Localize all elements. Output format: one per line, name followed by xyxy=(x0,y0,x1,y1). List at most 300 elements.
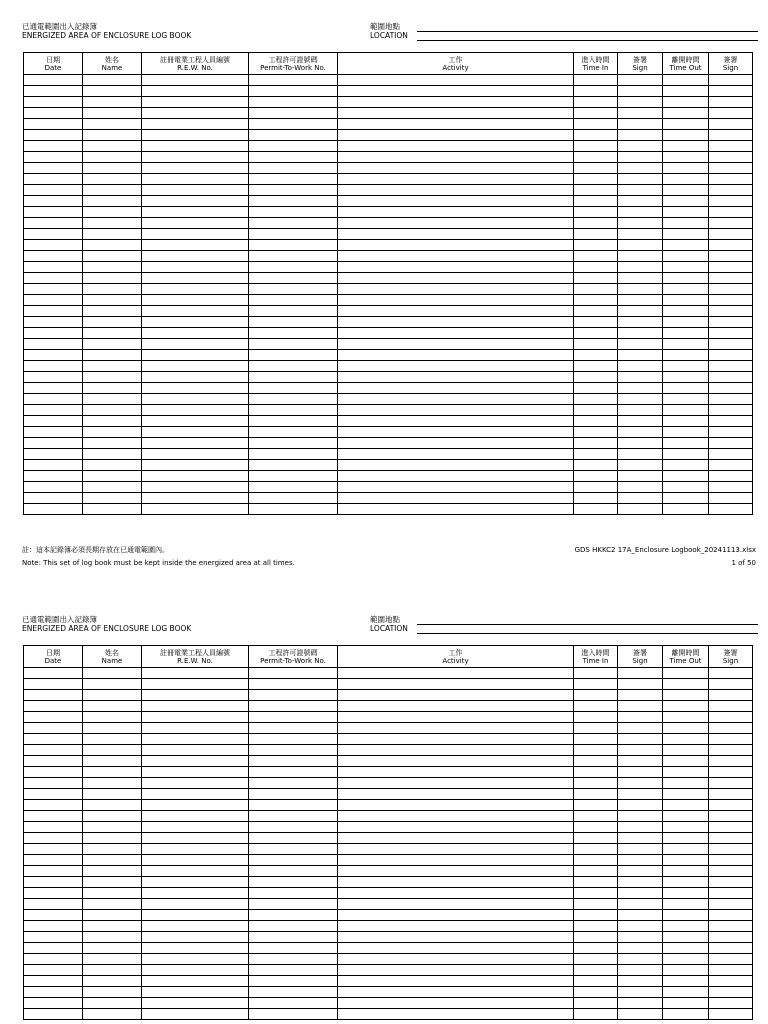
log-cell[interactable] xyxy=(663,295,709,306)
log-cell[interactable] xyxy=(663,1009,709,1020)
log-cell[interactable] xyxy=(709,833,753,844)
log-cell[interactable] xyxy=(249,97,338,108)
log-cell[interactable] xyxy=(249,866,338,877)
log-cell[interactable] xyxy=(142,251,249,262)
log-cell[interactable] xyxy=(338,119,574,130)
log-cell[interactable] xyxy=(709,899,753,910)
log-cell[interactable] xyxy=(249,899,338,910)
log-cell[interactable] xyxy=(83,921,142,932)
log-cell[interactable] xyxy=(24,734,83,745)
log-cell[interactable] xyxy=(663,789,709,800)
log-cell[interactable] xyxy=(709,394,753,405)
log-cell[interactable] xyxy=(618,174,663,185)
log-cell[interactable] xyxy=(709,75,753,86)
log-cell[interactable] xyxy=(83,690,142,701)
log-cell[interactable] xyxy=(83,899,142,910)
log-cell[interactable] xyxy=(618,218,663,229)
log-cell[interactable] xyxy=(24,910,83,921)
log-cell[interactable] xyxy=(663,778,709,789)
log-cell[interactable] xyxy=(574,932,618,943)
log-cell[interactable] xyxy=(83,196,142,207)
log-cell[interactable] xyxy=(249,712,338,723)
log-cell[interactable] xyxy=(249,449,338,460)
log-cell[interactable] xyxy=(24,339,83,350)
log-cell[interactable] xyxy=(142,954,249,965)
log-cell[interactable] xyxy=(338,317,574,328)
log-cell[interactable] xyxy=(83,679,142,690)
log-cell[interactable] xyxy=(249,504,338,515)
log-cell[interactable] xyxy=(24,405,83,416)
log-cell[interactable] xyxy=(249,350,338,361)
log-cell[interactable] xyxy=(338,987,574,998)
log-cell[interactable] xyxy=(338,844,574,855)
log-cell[interactable] xyxy=(338,756,574,767)
log-cell[interactable] xyxy=(338,174,574,185)
log-cell[interactable] xyxy=(249,119,338,130)
log-cell[interactable] xyxy=(142,108,249,119)
log-cell[interactable] xyxy=(663,306,709,317)
log-cell[interactable] xyxy=(663,723,709,734)
log-cell[interactable] xyxy=(574,317,618,328)
location-line-1[interactable] xyxy=(417,31,758,32)
log-cell[interactable] xyxy=(142,218,249,229)
log-cell[interactable] xyxy=(249,833,338,844)
log-cell[interactable] xyxy=(709,86,753,97)
log-cell[interactable] xyxy=(249,108,338,119)
log-cell[interactable] xyxy=(24,866,83,877)
log-cell[interactable] xyxy=(338,504,574,515)
log-cell[interactable] xyxy=(709,152,753,163)
log-cell[interactable] xyxy=(663,383,709,394)
log-cell[interactable] xyxy=(249,811,338,822)
log-cell[interactable] xyxy=(142,668,249,679)
log-cell[interactable] xyxy=(249,471,338,482)
log-cell[interactable] xyxy=(142,97,249,108)
log-cell[interactable] xyxy=(709,460,753,471)
log-cell[interactable] xyxy=(142,811,249,822)
log-cell[interactable] xyxy=(574,97,618,108)
log-cell[interactable] xyxy=(663,207,709,218)
log-cell[interactable] xyxy=(24,844,83,855)
log-cell[interactable] xyxy=(249,317,338,328)
log-cell[interactable] xyxy=(618,745,663,756)
log-cell[interactable] xyxy=(338,1009,574,1020)
log-cell[interactable] xyxy=(142,767,249,778)
log-cell[interactable] xyxy=(142,361,249,372)
log-cell[interactable] xyxy=(709,998,753,1009)
log-cell[interactable] xyxy=(249,284,338,295)
log-cell[interactable] xyxy=(83,262,142,273)
log-cell[interactable] xyxy=(663,416,709,427)
log-cell[interactable] xyxy=(142,471,249,482)
log-cell[interactable] xyxy=(338,383,574,394)
log-cell[interactable] xyxy=(24,317,83,328)
log-cell[interactable] xyxy=(338,361,574,372)
log-cell[interactable] xyxy=(574,306,618,317)
log-cell[interactable] xyxy=(24,207,83,218)
log-cell[interactable] xyxy=(574,690,618,701)
log-cell[interactable] xyxy=(338,218,574,229)
log-cell[interactable] xyxy=(338,229,574,240)
log-cell[interactable] xyxy=(574,712,618,723)
log-cell[interactable] xyxy=(249,86,338,97)
log-cell[interactable] xyxy=(83,295,142,306)
log-cell[interactable] xyxy=(663,141,709,152)
log-cell[interactable] xyxy=(24,86,83,97)
log-cell[interactable] xyxy=(663,97,709,108)
log-cell[interactable] xyxy=(249,416,338,427)
log-cell[interactable] xyxy=(663,877,709,888)
log-cell[interactable] xyxy=(24,789,83,800)
log-cell[interactable] xyxy=(249,460,338,471)
log-cell[interactable] xyxy=(338,284,574,295)
log-cell[interactable] xyxy=(618,811,663,822)
log-cell[interactable] xyxy=(83,866,142,877)
log-cell[interactable] xyxy=(574,888,618,899)
log-cell[interactable] xyxy=(574,86,618,97)
log-cell[interactable] xyxy=(83,163,142,174)
log-cell[interactable] xyxy=(574,778,618,789)
log-cell[interactable] xyxy=(709,416,753,427)
log-cell[interactable] xyxy=(618,163,663,174)
log-cell[interactable] xyxy=(24,372,83,383)
log-cell[interactable] xyxy=(709,372,753,383)
log-cell[interactable] xyxy=(618,855,663,866)
log-cell[interactable] xyxy=(249,295,338,306)
log-cell[interactable] xyxy=(83,855,142,866)
log-cell[interactable] xyxy=(618,273,663,284)
log-cell[interactable] xyxy=(249,196,338,207)
log-cell[interactable] xyxy=(24,921,83,932)
log-cell[interactable] xyxy=(24,196,83,207)
log-cell[interactable] xyxy=(83,833,142,844)
log-cell[interactable] xyxy=(709,449,753,460)
log-cell[interactable] xyxy=(663,218,709,229)
log-cell[interactable] xyxy=(618,405,663,416)
log-cell[interactable] xyxy=(338,86,574,97)
log-cell[interactable] xyxy=(83,701,142,712)
log-cell[interactable] xyxy=(618,383,663,394)
log-cell[interactable] xyxy=(24,449,83,460)
log-cell[interactable] xyxy=(338,877,574,888)
log-cell[interactable] xyxy=(618,493,663,504)
log-cell[interactable] xyxy=(83,460,142,471)
log-cell[interactable] xyxy=(663,899,709,910)
log-cell[interactable] xyxy=(709,987,753,998)
log-cell[interactable] xyxy=(142,152,249,163)
log-cell[interactable] xyxy=(24,976,83,987)
log-cell[interactable] xyxy=(709,196,753,207)
log-cell[interactable] xyxy=(83,361,142,372)
log-cell[interactable] xyxy=(618,921,663,932)
log-cell[interactable] xyxy=(24,97,83,108)
log-cell[interactable] xyxy=(338,745,574,756)
log-cell[interactable] xyxy=(663,833,709,844)
log-cell[interactable] xyxy=(142,899,249,910)
log-cell[interactable] xyxy=(574,921,618,932)
log-cell[interactable] xyxy=(249,701,338,712)
log-cell[interactable] xyxy=(618,877,663,888)
log-cell[interactable] xyxy=(249,679,338,690)
log-cell[interactable] xyxy=(709,207,753,218)
log-cell[interactable] xyxy=(618,427,663,438)
log-cell[interactable] xyxy=(142,910,249,921)
log-cell[interactable] xyxy=(663,690,709,701)
log-cell[interactable] xyxy=(574,295,618,306)
log-cell[interactable] xyxy=(249,141,338,152)
log-cell[interactable] xyxy=(338,833,574,844)
log-cell[interactable] xyxy=(618,932,663,943)
log-cell[interactable] xyxy=(338,471,574,482)
log-cell[interactable] xyxy=(142,394,249,405)
log-cell[interactable] xyxy=(142,701,249,712)
log-cell[interactable] xyxy=(709,251,753,262)
log-cell[interactable] xyxy=(663,855,709,866)
log-cell[interactable] xyxy=(142,844,249,855)
log-cell[interactable] xyxy=(338,207,574,218)
log-cell[interactable] xyxy=(709,800,753,811)
log-cell[interactable] xyxy=(574,866,618,877)
log-cell[interactable] xyxy=(618,394,663,405)
log-cell[interactable] xyxy=(83,723,142,734)
log-cell[interactable] xyxy=(249,361,338,372)
log-cell[interactable] xyxy=(338,438,574,449)
log-cell[interactable] xyxy=(663,460,709,471)
log-cell[interactable] xyxy=(574,833,618,844)
log-cell[interactable] xyxy=(249,493,338,504)
log-cell[interactable] xyxy=(663,976,709,987)
log-cell[interactable] xyxy=(618,339,663,350)
log-cell[interactable] xyxy=(618,284,663,295)
log-cell[interactable] xyxy=(709,789,753,800)
log-cell[interactable] xyxy=(709,668,753,679)
log-cell[interactable] xyxy=(618,756,663,767)
log-cell[interactable] xyxy=(663,745,709,756)
log-cell[interactable] xyxy=(24,108,83,119)
log-cell[interactable] xyxy=(142,306,249,317)
log-cell[interactable] xyxy=(24,262,83,273)
log-cell[interactable] xyxy=(618,910,663,921)
log-cell[interactable] xyxy=(142,1009,249,1020)
log-cell[interactable] xyxy=(709,679,753,690)
log-cell[interactable] xyxy=(338,493,574,504)
log-cell[interactable] xyxy=(338,701,574,712)
log-cell[interactable] xyxy=(709,262,753,273)
log-cell[interactable] xyxy=(663,152,709,163)
log-cell[interactable] xyxy=(574,141,618,152)
log-cell[interactable] xyxy=(574,130,618,141)
log-cell[interactable] xyxy=(142,75,249,86)
log-cell[interactable] xyxy=(24,712,83,723)
log-cell[interactable] xyxy=(709,339,753,350)
log-cell[interactable] xyxy=(83,317,142,328)
log-cell[interactable] xyxy=(338,910,574,921)
log-cell[interactable] xyxy=(618,833,663,844)
log-cell[interactable] xyxy=(249,976,338,987)
log-cell[interactable] xyxy=(142,273,249,284)
log-cell[interactable] xyxy=(709,108,753,119)
log-cell[interactable] xyxy=(574,976,618,987)
log-cell[interactable] xyxy=(83,185,142,196)
log-cell[interactable] xyxy=(83,75,142,86)
log-cell[interactable] xyxy=(338,328,574,339)
log-cell[interactable] xyxy=(142,943,249,954)
log-cell[interactable] xyxy=(83,372,142,383)
log-cell[interactable] xyxy=(24,141,83,152)
log-cell[interactable] xyxy=(618,668,663,679)
log-cell[interactable] xyxy=(618,822,663,833)
log-cell[interactable] xyxy=(574,196,618,207)
log-cell[interactable] xyxy=(574,251,618,262)
log-cell[interactable] xyxy=(663,482,709,493)
log-cell[interactable] xyxy=(142,427,249,438)
log-cell[interactable] xyxy=(142,317,249,328)
log-cell[interactable] xyxy=(83,1009,142,1020)
log-cell[interactable] xyxy=(24,701,83,712)
log-cell[interactable] xyxy=(574,822,618,833)
log-cell[interactable] xyxy=(142,745,249,756)
log-cell[interactable] xyxy=(663,504,709,515)
log-cell[interactable] xyxy=(142,690,249,701)
log-cell[interactable] xyxy=(618,328,663,339)
log-cell[interactable] xyxy=(24,504,83,515)
log-cell[interactable] xyxy=(663,361,709,372)
log-cell[interactable] xyxy=(142,350,249,361)
log-cell[interactable] xyxy=(338,954,574,965)
log-cell[interactable] xyxy=(574,328,618,339)
log-cell[interactable] xyxy=(249,723,338,734)
log-cell[interactable] xyxy=(24,240,83,251)
log-cell[interactable] xyxy=(709,361,753,372)
log-cell[interactable] xyxy=(663,229,709,240)
log-cell[interactable] xyxy=(83,471,142,482)
log-cell[interactable] xyxy=(338,712,574,723)
log-cell[interactable] xyxy=(663,119,709,130)
log-cell[interactable] xyxy=(574,394,618,405)
log-cell[interactable] xyxy=(249,888,338,899)
log-cell[interactable] xyxy=(574,789,618,800)
log-cell[interactable] xyxy=(24,833,83,844)
log-cell[interactable] xyxy=(663,262,709,273)
log-cell[interactable] xyxy=(663,932,709,943)
log-cell[interactable] xyxy=(83,306,142,317)
log-cell[interactable] xyxy=(24,75,83,86)
log-cell[interactable] xyxy=(574,998,618,1009)
log-cell[interactable] xyxy=(618,141,663,152)
log-cell[interactable] xyxy=(663,405,709,416)
log-cell[interactable] xyxy=(83,416,142,427)
log-cell[interactable] xyxy=(574,185,618,196)
log-cell[interactable] xyxy=(24,668,83,679)
log-cell[interactable] xyxy=(618,1009,663,1020)
log-cell[interactable] xyxy=(83,954,142,965)
log-cell[interactable] xyxy=(83,86,142,97)
log-cell[interactable] xyxy=(618,844,663,855)
log-cell[interactable] xyxy=(663,866,709,877)
log-cell[interactable] xyxy=(618,108,663,119)
log-cell[interactable] xyxy=(709,185,753,196)
log-cell[interactable] xyxy=(338,405,574,416)
log-cell[interactable] xyxy=(574,504,618,515)
log-cell[interactable] xyxy=(83,734,142,745)
log-cell[interactable] xyxy=(338,855,574,866)
log-cell[interactable] xyxy=(338,822,574,833)
log-cell[interactable] xyxy=(142,976,249,987)
log-cell[interactable] xyxy=(24,328,83,339)
log-cell[interactable] xyxy=(618,998,663,1009)
log-cell[interactable] xyxy=(709,1009,753,1020)
log-cell[interactable] xyxy=(24,690,83,701)
log-cell[interactable] xyxy=(83,877,142,888)
log-cell[interactable] xyxy=(249,877,338,888)
log-cell[interactable] xyxy=(618,712,663,723)
log-cell[interactable] xyxy=(83,482,142,493)
log-cell[interactable] xyxy=(574,372,618,383)
log-cell[interactable] xyxy=(574,262,618,273)
log-cell[interactable] xyxy=(663,449,709,460)
log-cell[interactable] xyxy=(83,844,142,855)
log-cell[interactable] xyxy=(142,339,249,350)
log-cell[interactable] xyxy=(24,965,83,976)
log-cell[interactable] xyxy=(83,811,142,822)
log-cell[interactable] xyxy=(83,427,142,438)
log-cell[interactable] xyxy=(24,745,83,756)
log-cell[interactable] xyxy=(142,416,249,427)
log-cell[interactable] xyxy=(24,174,83,185)
log-cell[interactable] xyxy=(618,690,663,701)
log-cell[interactable] xyxy=(709,844,753,855)
log-cell[interactable] xyxy=(618,679,663,690)
log-cell[interactable] xyxy=(142,185,249,196)
log-cell[interactable] xyxy=(249,163,338,174)
log-cell[interactable] xyxy=(663,822,709,833)
log-cell[interactable] xyxy=(249,767,338,778)
log-cell[interactable] xyxy=(83,108,142,119)
log-cell[interactable] xyxy=(663,965,709,976)
log-cell[interactable] xyxy=(24,295,83,306)
log-cell[interactable] xyxy=(574,877,618,888)
log-cell[interactable] xyxy=(83,328,142,339)
log-cell[interactable] xyxy=(663,339,709,350)
log-cell[interactable] xyxy=(574,339,618,350)
log-cell[interactable] xyxy=(142,295,249,306)
log-cell[interactable] xyxy=(249,745,338,756)
log-cell[interactable] xyxy=(338,767,574,778)
log-cell[interactable] xyxy=(574,449,618,460)
log-cell[interactable] xyxy=(574,163,618,174)
log-cell[interactable] xyxy=(663,767,709,778)
log-cell[interactable] xyxy=(142,130,249,141)
log-cell[interactable] xyxy=(142,778,249,789)
log-cell[interactable] xyxy=(574,899,618,910)
log-cell[interactable] xyxy=(249,152,338,163)
log-cell[interactable] xyxy=(574,152,618,163)
log-cell[interactable] xyxy=(338,185,574,196)
log-cell[interactable] xyxy=(709,119,753,130)
log-cell[interactable] xyxy=(338,690,574,701)
log-cell[interactable] xyxy=(24,954,83,965)
log-cell[interactable] xyxy=(142,284,249,295)
log-cell[interactable] xyxy=(83,152,142,163)
log-cell[interactable] xyxy=(663,317,709,328)
log-cell[interactable] xyxy=(574,108,618,119)
log-cell[interactable] xyxy=(142,482,249,493)
log-cell[interactable] xyxy=(618,449,663,460)
log-cell[interactable] xyxy=(618,800,663,811)
log-cell[interactable] xyxy=(142,119,249,130)
log-cell[interactable] xyxy=(618,361,663,372)
log-cell[interactable] xyxy=(709,855,753,866)
